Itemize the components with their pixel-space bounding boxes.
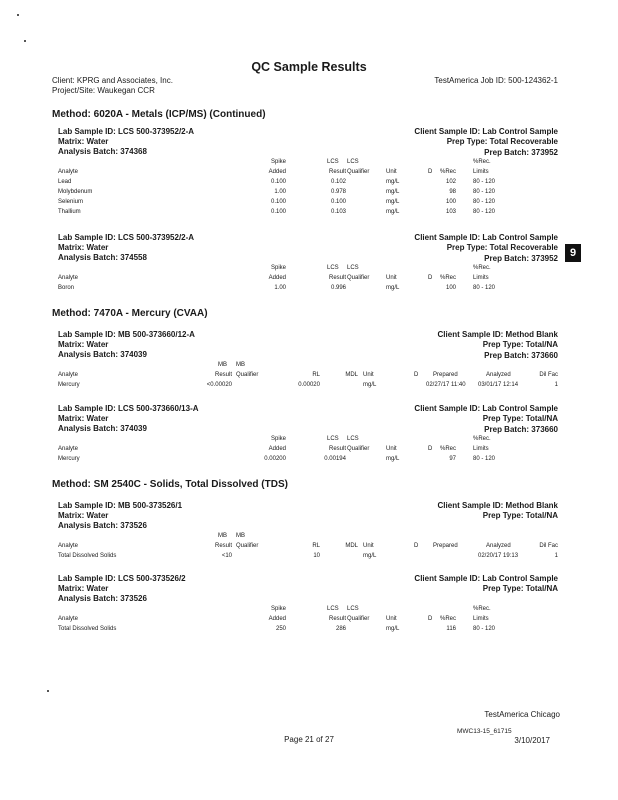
qc-block-lcs-6020a-374558 xyxy=(58,233,558,303)
cell-limits: 80 - 120 xyxy=(473,199,496,205)
analysis-batch: Analysis Batch: 374039 xyxy=(58,424,147,433)
prep-batch: Prep Batch: 373660 xyxy=(484,351,558,360)
col-result-h1: LCS xyxy=(327,159,339,165)
lab-sample-id: Lab Sample ID: LCS 500-373660/13-A xyxy=(58,404,199,413)
matrix: Matrix: Water xyxy=(58,137,109,146)
cell-result: 0.996 xyxy=(330,285,346,291)
cell-analyte: Selenium xyxy=(58,199,84,205)
scan-speck xyxy=(17,14,19,16)
matrix: Matrix: Water xyxy=(58,243,109,252)
prep-batch: Prep Batch: 373952 xyxy=(484,254,558,263)
cell-spike: 0.100 xyxy=(270,199,286,205)
col-mdl: MDL xyxy=(345,372,358,378)
col-spike: Added xyxy=(268,446,286,452)
col-d: D xyxy=(428,275,433,281)
col-prepared: Prepared xyxy=(433,372,458,378)
col-d: D xyxy=(428,616,433,622)
scan-speck xyxy=(47,690,49,692)
col-d: D xyxy=(414,372,419,378)
cell-unit: mg/L xyxy=(386,199,400,205)
lab-sample-id: Lab Sample ID: LCS 500-373526/2 xyxy=(58,574,186,583)
cell-analyte: Total Dissolved Solids xyxy=(58,553,117,559)
cell-analyte: Lead xyxy=(58,179,72,185)
client-sample-id: Client Sample ID: Lab Control Sample xyxy=(414,233,558,242)
col-unit: Unit xyxy=(386,616,397,622)
matrix: Matrix: Water xyxy=(58,340,109,349)
cell-result: 0.100 xyxy=(330,199,346,205)
col-spike-h1: Spike xyxy=(270,265,286,271)
method-heading-sm2540c: Method: SM 2540C - Solids, Total Dissolved (TDS) xyxy=(52,479,288,490)
cell-unit: mg/L xyxy=(386,285,400,291)
col-rec-h1: %Rec. xyxy=(473,436,491,442)
cell-result: 0.103 xyxy=(330,209,346,215)
client-name: Client: KPRG and Associates, Inc. xyxy=(52,76,173,85)
cell-spike: 0.00200 xyxy=(264,456,286,462)
cell-result: 0.00194 xyxy=(324,456,346,462)
col-qual-h1: LCS xyxy=(347,606,359,612)
client-sample-id: Client Sample ID: Method Blank xyxy=(437,330,558,339)
cell-spike: 1.00 xyxy=(274,285,286,291)
col-result: Result xyxy=(328,616,346,622)
cell-spike: 1.00 xyxy=(274,189,286,195)
col-mdl: MDL xyxy=(345,543,358,549)
cell-limits: 80 - 120 xyxy=(473,285,496,291)
col-spike: Added xyxy=(268,616,286,622)
cell-unit: mg/L xyxy=(386,179,400,185)
col-result: Result xyxy=(328,169,346,175)
analysis-batch: Analysis Batch: 373526 xyxy=(58,521,147,530)
qc-block-mb-7470a xyxy=(58,330,558,396)
col-limits: Limits xyxy=(473,275,489,281)
col-mb-h1b: MB xyxy=(236,362,245,368)
cell-pct-rec: 102 xyxy=(445,179,456,185)
col-result: Result xyxy=(214,543,232,549)
cell-pct-rec: 97 xyxy=(449,456,456,462)
col-rl: RL xyxy=(312,372,320,378)
col-mb-h1b: MB xyxy=(236,533,245,539)
cell-limits: 80 - 120 xyxy=(473,456,496,462)
cell-limits: 80 - 120 xyxy=(473,626,496,632)
col-result: Result xyxy=(214,372,232,378)
cell-analyte: Mercury xyxy=(58,382,80,388)
col-result: Result xyxy=(328,275,346,281)
scan-speck xyxy=(24,40,26,42)
cell-rl: 0.00020 xyxy=(298,382,320,388)
lab-sample-id: Lab Sample ID: LCS 500-373952/2-A xyxy=(58,127,195,136)
col-dil-fac: Dil Fac xyxy=(539,372,558,378)
cell-dil-fac: 1 xyxy=(554,553,558,559)
col-rl: RL xyxy=(312,543,320,549)
col-unit: Unit xyxy=(386,446,397,452)
prep-type: Prep Type: Total/NA xyxy=(482,584,558,593)
footer-date: 3/10/2017 xyxy=(514,736,550,745)
client-sample-id: Client Sample ID: Method Blank xyxy=(437,501,558,510)
col-spike: Added xyxy=(268,169,286,175)
cell-result: 286 xyxy=(335,626,346,632)
cell-unit: mg/L xyxy=(363,553,377,559)
cell-spike: 0.100 xyxy=(270,209,286,215)
lab-sample-id: Lab Sample ID: MB 500-373660/12-A xyxy=(58,330,195,339)
col-prepared: Prepared xyxy=(433,543,458,549)
prep-type: Prep Type: Total/NA xyxy=(482,414,558,423)
matrix: Matrix: Water xyxy=(58,414,109,423)
page-title: QC Sample Results xyxy=(251,60,367,74)
cell-analyte: Boron xyxy=(58,285,75,291)
col-d: D xyxy=(428,169,433,175)
cell-analyzed: 02/20/17 19:13 xyxy=(478,553,519,559)
method-heading-7470a: Method: 7470A - Mercury (CVAA) xyxy=(52,308,208,319)
cell-limits: 80 - 120 xyxy=(473,179,496,185)
col-spike-h1: Spike xyxy=(270,436,286,442)
col-unit: Unit xyxy=(363,372,374,378)
col-rec-h1: %Rec. xyxy=(473,606,491,612)
prep-type: Prep Type: Total/NA xyxy=(482,340,558,349)
cell-result: <10 xyxy=(221,553,232,559)
matrix: Matrix: Water xyxy=(58,511,109,520)
client-sample-id: Client Sample ID: Lab Control Sample xyxy=(414,404,558,413)
footer-page-number: Page 21 of 27 xyxy=(284,735,334,744)
cell-dil-fac: 1 xyxy=(554,382,558,388)
prep-type: Prep Type: Total/NA xyxy=(482,511,558,520)
project-site: Project/Site: Waukegan CCR xyxy=(52,86,155,95)
footer-code: MWC13-15_61715 xyxy=(457,728,512,735)
col-unit: Unit xyxy=(363,543,374,549)
col-d: D xyxy=(428,446,433,452)
cell-pct-rec: 100 xyxy=(445,285,456,291)
col-qualifier: Qualifier xyxy=(236,543,259,549)
prep-type: Prep Type: Total Recoverable xyxy=(446,243,558,252)
cell-analyte: Total Dissolved Solids xyxy=(58,626,117,632)
section-tab-9: 9 xyxy=(565,244,581,262)
col-pct-rec: %Rec xyxy=(439,446,456,452)
col-pct-rec: %Rec xyxy=(439,169,456,175)
col-pct-rec: %Rec xyxy=(439,275,456,281)
col-analyte: Analyte xyxy=(58,169,79,175)
col-qualifier: Qualifier xyxy=(236,372,259,378)
col-rec-h1: %Rec. xyxy=(473,265,491,271)
cell-prepared: 02/27/17 11:40 xyxy=(426,382,466,388)
col-analyte: Analyte xyxy=(58,275,79,281)
col-unit: Unit xyxy=(386,275,397,281)
col-limits: Limits xyxy=(473,169,489,175)
cell-result: <0.00020 xyxy=(206,382,232,388)
col-qual-h1: LCS xyxy=(347,265,359,271)
analysis-batch: Analysis Batch: 374558 xyxy=(58,253,147,262)
col-analyzed: Analyzed xyxy=(486,543,511,549)
col-mb-h1: MB xyxy=(218,533,227,539)
col-qualifier: Qualifier xyxy=(347,275,370,281)
client-sample-id: Client Sample ID: Lab Control Sample xyxy=(414,127,558,136)
col-rec-h1: %Rec. xyxy=(473,159,491,165)
cell-unit: mg/L xyxy=(386,209,400,215)
cell-analyte: Thallium xyxy=(58,209,81,215)
col-analyte: Analyte xyxy=(58,543,79,549)
cell-analyzed: 03/01/17 12:14 xyxy=(478,382,519,388)
cell-unit: mg/L xyxy=(386,189,400,195)
col-result-h1: LCS xyxy=(327,606,339,612)
col-analyte: Analyte xyxy=(58,616,79,622)
prep-type: Prep Type: Total Recoverable xyxy=(446,137,558,146)
method-heading-6020a: Method: 6020A - Metals (ICP/MS) (Continued) xyxy=(52,109,266,120)
cell-pct-rec: 98 xyxy=(449,189,456,195)
col-dil-fac: Dil Fac xyxy=(539,543,558,549)
cell-result: 0.102 xyxy=(330,179,346,185)
cell-spike: 0.100 xyxy=(270,179,286,185)
cell-unit: mg/L xyxy=(363,382,377,388)
col-qual-h1: LCS xyxy=(347,159,359,165)
cell-limits: 80 - 120 xyxy=(473,209,496,215)
col-qual-h1: LCS xyxy=(347,436,359,442)
cell-analyte: Molybdenum xyxy=(58,189,93,195)
job-id: TestAmerica Job ID: 500-124362-1 xyxy=(434,76,558,85)
col-mb-h1: MB xyxy=(218,362,227,368)
col-qualifier: Qualifier xyxy=(347,169,370,175)
cell-pct-rec: 103 xyxy=(445,209,456,215)
col-result-h1: LCS xyxy=(327,265,339,271)
col-unit: Unit xyxy=(386,169,397,175)
qc-block-mb-tds xyxy=(58,501,558,567)
col-d: D xyxy=(414,543,419,549)
matrix: Matrix: Water xyxy=(58,584,109,593)
analysis-batch: Analysis Batch: 373526 xyxy=(58,594,147,603)
cell-limits: 80 - 120 xyxy=(473,189,496,195)
lab-sample-id: Lab Sample ID: MB 500-373526/1 xyxy=(58,501,183,510)
analysis-batch: Analysis Batch: 374039 xyxy=(58,350,147,359)
col-analyte: Analyte xyxy=(58,372,79,378)
qc-block-lcs-7470a xyxy=(58,404,558,470)
prep-batch: Prep Batch: 373952 xyxy=(484,148,558,157)
col-limits: Limits xyxy=(473,446,489,452)
col-spike-h1: Spike xyxy=(270,606,286,612)
cell-pct-rec: 100 xyxy=(445,199,456,205)
qc-block-lcs-6020a-374368 xyxy=(58,127,558,227)
col-result-h1: LCS xyxy=(327,436,339,442)
cell-rl: 10 xyxy=(313,553,320,559)
col-spike-h1: Spike xyxy=(270,159,286,165)
cell-spike: 250 xyxy=(275,626,286,632)
col-qualifier: Qualifier xyxy=(347,616,370,622)
col-analyte: Analyte xyxy=(58,446,79,452)
col-result: Result xyxy=(328,446,346,452)
client-sample-id: Client Sample ID: Lab Control Sample xyxy=(414,574,558,583)
col-pct-rec: %Rec xyxy=(439,616,456,622)
lab-sample-id: Lab Sample ID: LCS 500-373952/2-A xyxy=(58,233,195,242)
cell-pct-rec: 116 xyxy=(446,626,456,632)
cell-result: 0.978 xyxy=(330,189,346,195)
col-limits: Limits xyxy=(473,616,489,622)
col-analyzed: Analyzed xyxy=(486,372,511,378)
footer-lab-name: TestAmerica Chicago xyxy=(484,710,560,719)
qc-block-lcs-tds xyxy=(58,574,558,640)
prep-batch: Prep Batch: 373660 xyxy=(484,425,558,434)
cell-analyte: Mercury xyxy=(58,456,80,462)
col-spike: Added xyxy=(268,275,286,281)
cell-unit: mg/L xyxy=(386,456,400,462)
col-qualifier: Qualifier xyxy=(347,446,370,452)
cell-unit: mg/L xyxy=(386,626,400,632)
analysis-batch: Analysis Batch: 374368 xyxy=(58,147,147,156)
